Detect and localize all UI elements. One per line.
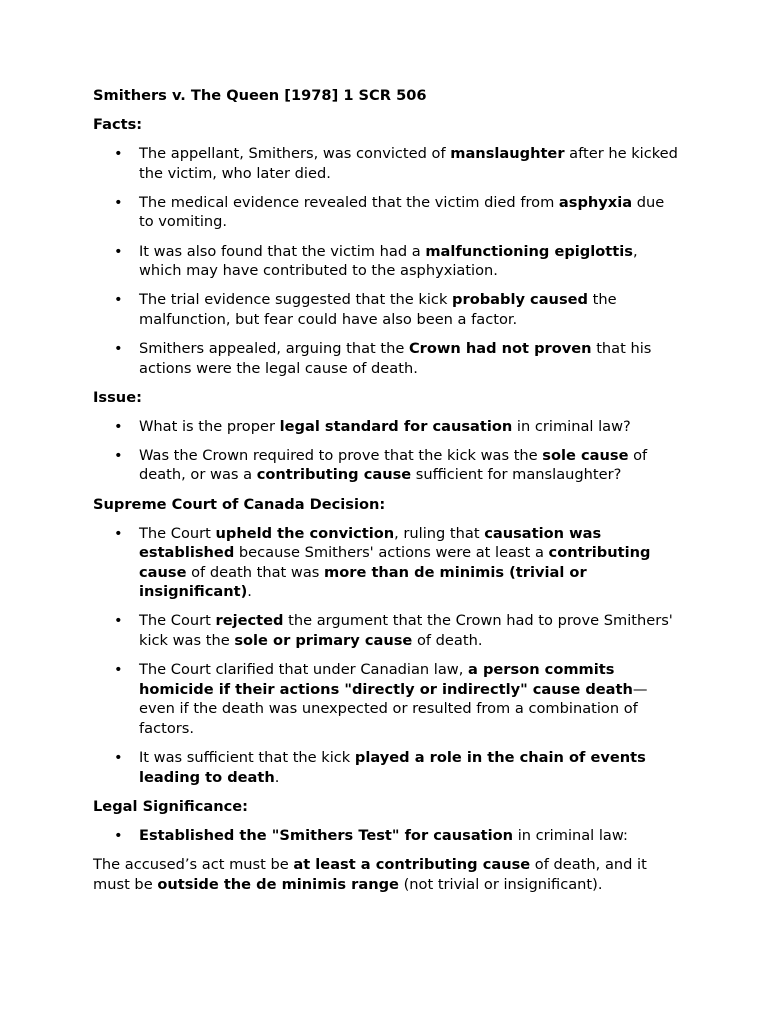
bullet-icon: • [114,291,123,309]
bullet-icon: • [114,446,123,464]
text: It was also found that the victim had a [139,242,426,260]
bold-text: upheld the conviction [215,524,395,542]
list-item [93,524,683,602]
text: because Smithers' actions were at least a [234,544,549,562]
list-item [93,339,683,378]
list-item [93,660,683,738]
text: The appellant, Smithers, was convicted of [139,145,451,163]
bullet-icon: • [114,826,123,844]
text: , ruling that [394,524,485,542]
text: Smithers appealed, arguing that the [139,339,409,357]
bullet-icon: • [114,242,123,260]
text: What is the proper [139,417,280,435]
bold-text: at least a contributing cause [293,855,531,873]
text: of death, or was a [139,446,648,484]
text: sufficient for manslaughter? [411,466,622,484]
text: . [274,768,280,786]
facts-heading: Facts: [93,116,143,134]
list-item [93,290,683,329]
bullet-icon: • [114,661,123,679]
text: The medical evidence revealed that the victim died from [139,193,559,211]
text: of death. [412,632,483,650]
list-item [93,446,683,485]
text: Was the Crown required to prove that the kick was the [139,446,543,464]
text: —even if the death was unexpected or resulted from a combination of factors. [139,680,648,737]
bullet-icon: • [114,612,123,630]
text: (not trivial or insignificant). [398,875,603,893]
list-item [93,242,683,281]
bullet-icon: • [114,145,123,163]
facts-list [93,144,683,378]
text: It was sufficient that the kick [139,749,355,767]
bold-text: sole or primary cause [234,632,413,650]
bold-text: outside the de minimis range [157,875,399,893]
bold-text: legal standard for causation [279,417,513,435]
bullet-icon: • [114,193,123,211]
list-item [93,417,683,437]
text: in criminal law? [512,417,631,435]
text: The Court clarified that under Canadian law, [139,661,469,679]
bold-text: contributing cause [256,466,412,484]
bullet-icon: • [114,417,123,435]
bold-text: malfunctioning epiglottis [425,242,633,260]
decision-heading: Supreme Court of Canada Decision: [93,495,386,513]
list-item [93,826,683,846]
list-item [93,611,683,650]
bullet-icon: • [114,749,123,767]
significance-list [93,826,683,846]
case-title: Smithers v. The Queen [1978] 1 SCR 506 [93,87,427,104]
text: of death that was [186,563,325,581]
bold-text: contributing cause [139,544,651,581]
bold-text: more than de minimis (trivial or insignificant) [139,563,587,601]
text: due to vomiting. [139,193,665,231]
text: that his actions were the legal cause of death. [139,339,652,377]
list-item [93,144,683,183]
text: in criminal law: [513,826,628,844]
text: The accused’s act must be [93,855,294,873]
bold-text: probably caused [452,291,588,309]
text: The trial evidence suggested that the kick [139,291,453,309]
text: The Court [139,524,216,542]
issue-list [93,417,683,485]
closing-paragraph [93,855,683,894]
text: the malfunction, but fear could have also been a factor. [139,291,617,328]
bold-text: causation was established [139,524,602,562]
text: . [247,583,252,601]
bullet-icon: • [114,524,123,542]
significance-heading: Legal Significance: [93,797,249,815]
text: , which may have contributed to the asphyxiation. [139,242,638,280]
list-item [93,748,683,787]
text: the argument that the Crown had to prove Smithers' kick was the [139,612,673,650]
bold-text: a person commits homicide if their actions "directly or indirectly" cause death [139,661,633,698]
bold-text: Crown had not proven [408,339,592,357]
bold-text: played a role in the chain of events leading to death [139,749,646,786]
text: The Court [139,612,216,630]
document-page [93,86,683,904]
issue-heading: Issue: [93,388,142,406]
decision-list [93,524,683,788]
bold-text: Established the "Smithers Test" for causation [139,826,514,844]
bold-text: asphyxia [558,193,633,211]
list-item [93,193,683,232]
text: of death, and it must be [93,855,647,893]
bold-text: manslaughter [450,145,565,163]
bold-text: sole cause [542,446,629,464]
text: after he kicked the victim, who later died. [139,145,678,182]
bold-text: rejected [215,612,284,630]
bullet-icon: • [114,339,123,357]
